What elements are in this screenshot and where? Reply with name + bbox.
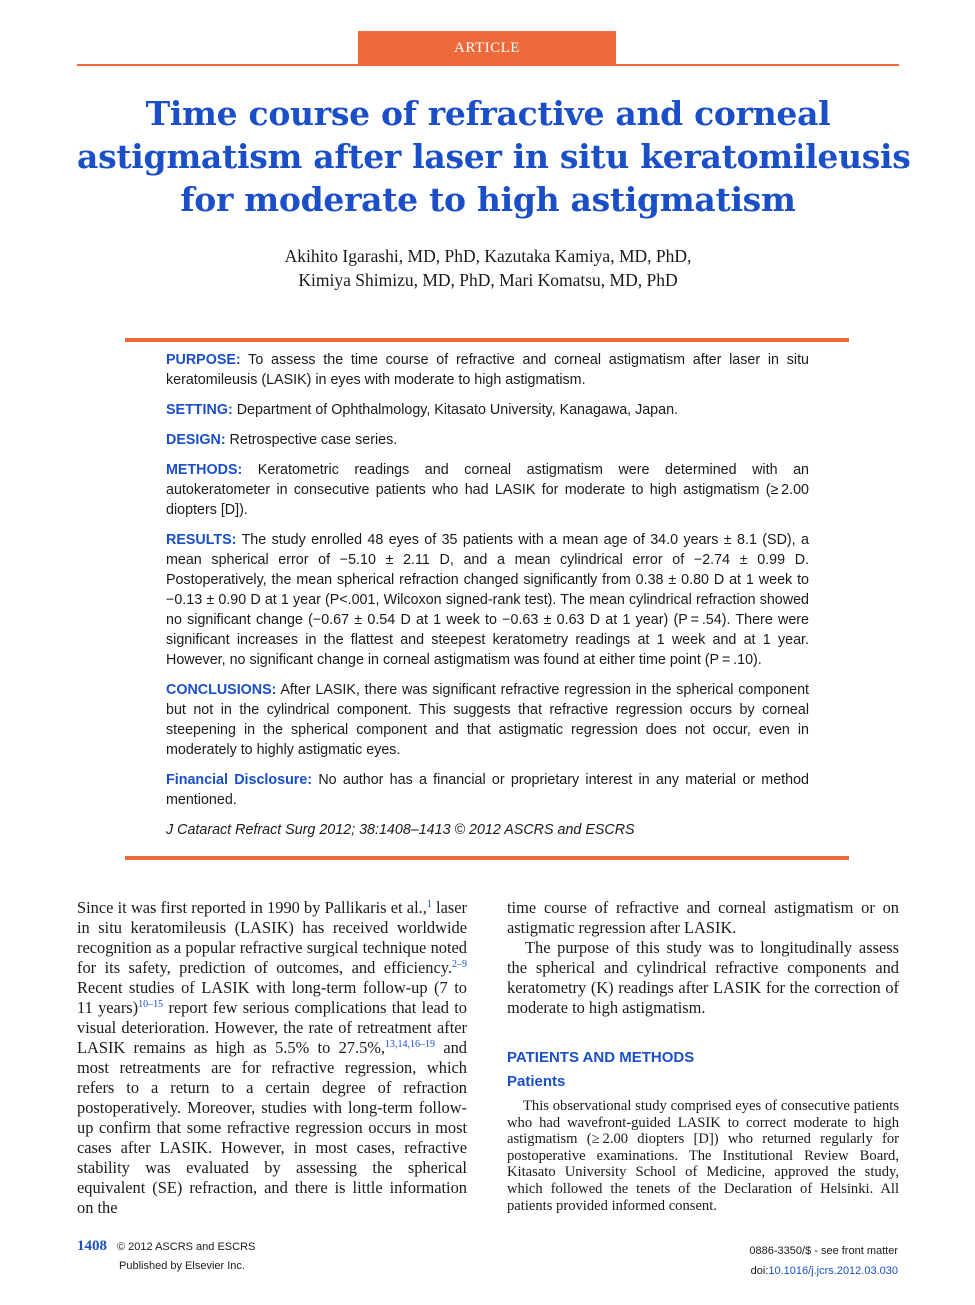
results-text: The study enrolled 48 eyes of 35 patients with a mean age of 34.0 years ± 8.1 (SD), a mean spherical error of −5.10 ± 2.11 D, and a mean cylindrical error of −2.74 ± 0.99 D. Postoperatively, the mean spherical refraction changed significantly from 0.38 ± 0.80 D at 1 week to −0.13 ± 0.90 D at 1 year (P<.001, Wilcoxon signed-rank test). The mean cylindrical refraction showed no significant change (−0.67 ± 0.54 D at 1 week to −0.63 ± 0.63 D at 1 year) (P = .54). There were significant increases in the flattest and steepest keratometry readings at 1 week and at 1 year. However, no significant change in corneal astigmatism was found at either time point (P = .10).	[166, 532, 809, 668]
doi-prefix: doi:	[750, 1265, 769, 1277]
abstract-purpose	[166, 350, 809, 390]
footer-copyright: © 2012 ASCRS and ESCRS	[117, 1241, 256, 1253]
abstract-conclusions	[166, 680, 809, 760]
reference-link[interactable]: 13,14,16–19	[385, 1039, 436, 1050]
disclosure-text: No author has a financial or proprietary interest in any material or method mentioned.	[166, 772, 809, 808]
body-column-right	[507, 898, 899, 1214]
reference-link[interactable]: 2–9	[452, 959, 467, 970]
abstract-disclosure	[166, 770, 809, 810]
footer-right	[749, 1241, 898, 1281]
footer-publisher: Published by Elsevier Inc.	[119, 1260, 245, 1272]
article-type-label: ARTICLE	[454, 39, 520, 56]
body-text: Since it was first reported in 1990 by Pallikaris et al.,	[77, 898, 427, 917]
purpose-label: PURPOSE:	[166, 352, 241, 368]
abstract	[166, 350, 809, 850]
purpose-text: To assess the time course of refractive and corneal astigmatism after laser in situ keratomileusis (LASIK) in eyes with moderate to high astigmatism.	[166, 352, 809, 388]
results-label: RESULTS:	[166, 532, 237, 548]
section-heading: PATIENTS AND METHODS	[507, 1049, 695, 1066]
footer-left	[77, 1238, 256, 1272]
setting-label: SETTING:	[166, 402, 233, 418]
abstract-bottom-rule	[125, 856, 849, 860]
methods-text: Keratometric readings and corneal astigmatism were determined with an autokeratometer in consecutive patients who had LASIK for moderate to high astigmatism (≥ 2.00 diopters [D]).	[166, 462, 809, 518]
reference-link[interactable]: 10–15	[138, 999, 164, 1010]
body-text: report few serious complications that lead to visual deterioration. However, the rate of retreatment after LASIK remains as high as 5.5% to 27.5%,	[77, 998, 468, 1057]
abstract-results	[166, 530, 809, 670]
page-number: 1408	[77, 1238, 107, 1254]
intro-paragraph	[77, 898, 467, 1218]
disclosure-label: Financial Disclosure:	[166, 772, 313, 788]
subsection-heading: Patients	[507, 1073, 566, 1090]
body-text: laser in situ keratomileusis (LASIK) has received worldwide recognition as a popular refractive surgical technique noted for its safety, prediction of outcomes, and efficiency.	[77, 898, 467, 977]
article-type-tab	[358, 31, 616, 65]
body-text: and most retreatments are for refractive regression, which refers to a return to a certain degree of refraction postoperatively. Moreover, studies with long-term follow-up confirm that some refractive regression occurs in most cases after LASIK. However, in most cases, refractive stability was evaluated by assessing the spherical equivalent (SE) refraction, and there is little information on the	[77, 1038, 467, 1217]
methods-label: METHODS:	[166, 462, 243, 478]
author-line: Kimiya Shimizu, MD, PhD, Mari Komatsu, MD, PhD	[298, 270, 678, 290]
setting-text: Department of Ophthalmology, Kitasato University, Kanagawa, Japan.	[232, 402, 679, 418]
author-list	[77, 244, 899, 292]
reference-link[interactable]: 1	[426, 899, 432, 910]
body-text: Recent studies of LASIK with long-term follow-up (7 to 11 years)	[77, 978, 467, 1017]
journal-citation: J Cataract Refract Surg 2012; 38:1408–1413 © 2012 ASCRS and ESCRS	[166, 822, 635, 838]
conclusions-text: After LASIK, there was significant refractive regression in the spherical component but not in the cylindrical component. This suggests that refractive regression occurs by corneal steepening in the spherical component and that astigmatic regression does not occur, even in moderately to highly astigmatic eyes.	[166, 682, 809, 758]
author-line: Akihito Igarashi, MD, PhD, Kazutaka Kamiya, MD, PhD,	[284, 246, 692, 266]
design-text: Retrospective case series.	[225, 432, 398, 448]
title-line: for moderate to high astigmatism	[180, 180, 796, 219]
conclusions-label: CONCLUSIONS:	[166, 682, 277, 698]
abstract-design	[166, 430, 809, 450]
abstract-top-rule	[125, 338, 849, 342]
body-paragraph: time course of refractive and corneal astigmatism or on astigmatic regression after LASIK.	[507, 898, 899, 937]
article-title	[77, 92, 911, 221]
design-label: DESIGN:	[166, 432, 226, 448]
title-line: Time course of refractive and corneal	[145, 94, 831, 133]
title-line: astigmatism after laser in situ keratomileusis	[77, 137, 911, 176]
header-rule	[77, 64, 899, 66]
body-column-left	[77, 898, 467, 1218]
abstract-methods	[166, 460, 809, 520]
body-paragraph: This observational study comprised eyes of consecutive patients who had wavefront-guided LASIK to correct moderate to high astigmatism (≥ 2.00 diopters [D]) who returned regularly for postoperative examinations. The Institutional Review Board, Kitasato University School of Medicine, approved the study, which followed the tenets of the Declaration of Helsinki. All patients provided informed consent.	[507, 1098, 899, 1214]
doi-link[interactable]: 10.1016/j.jcrs.2012.03.030	[768, 1265, 898, 1277]
footer-issn: 0886-3350/$ - see front matter	[749, 1245, 898, 1257]
body-paragraph: The purpose of this study was to longitudinally assess the spherical and cylindrical refractive components and keratometry (K) readings after LASIK for the correction of moderate to high astigmatism.	[507, 938, 899, 1017]
abstract-setting	[166, 400, 809, 420]
footer-doi	[749, 1261, 898, 1281]
